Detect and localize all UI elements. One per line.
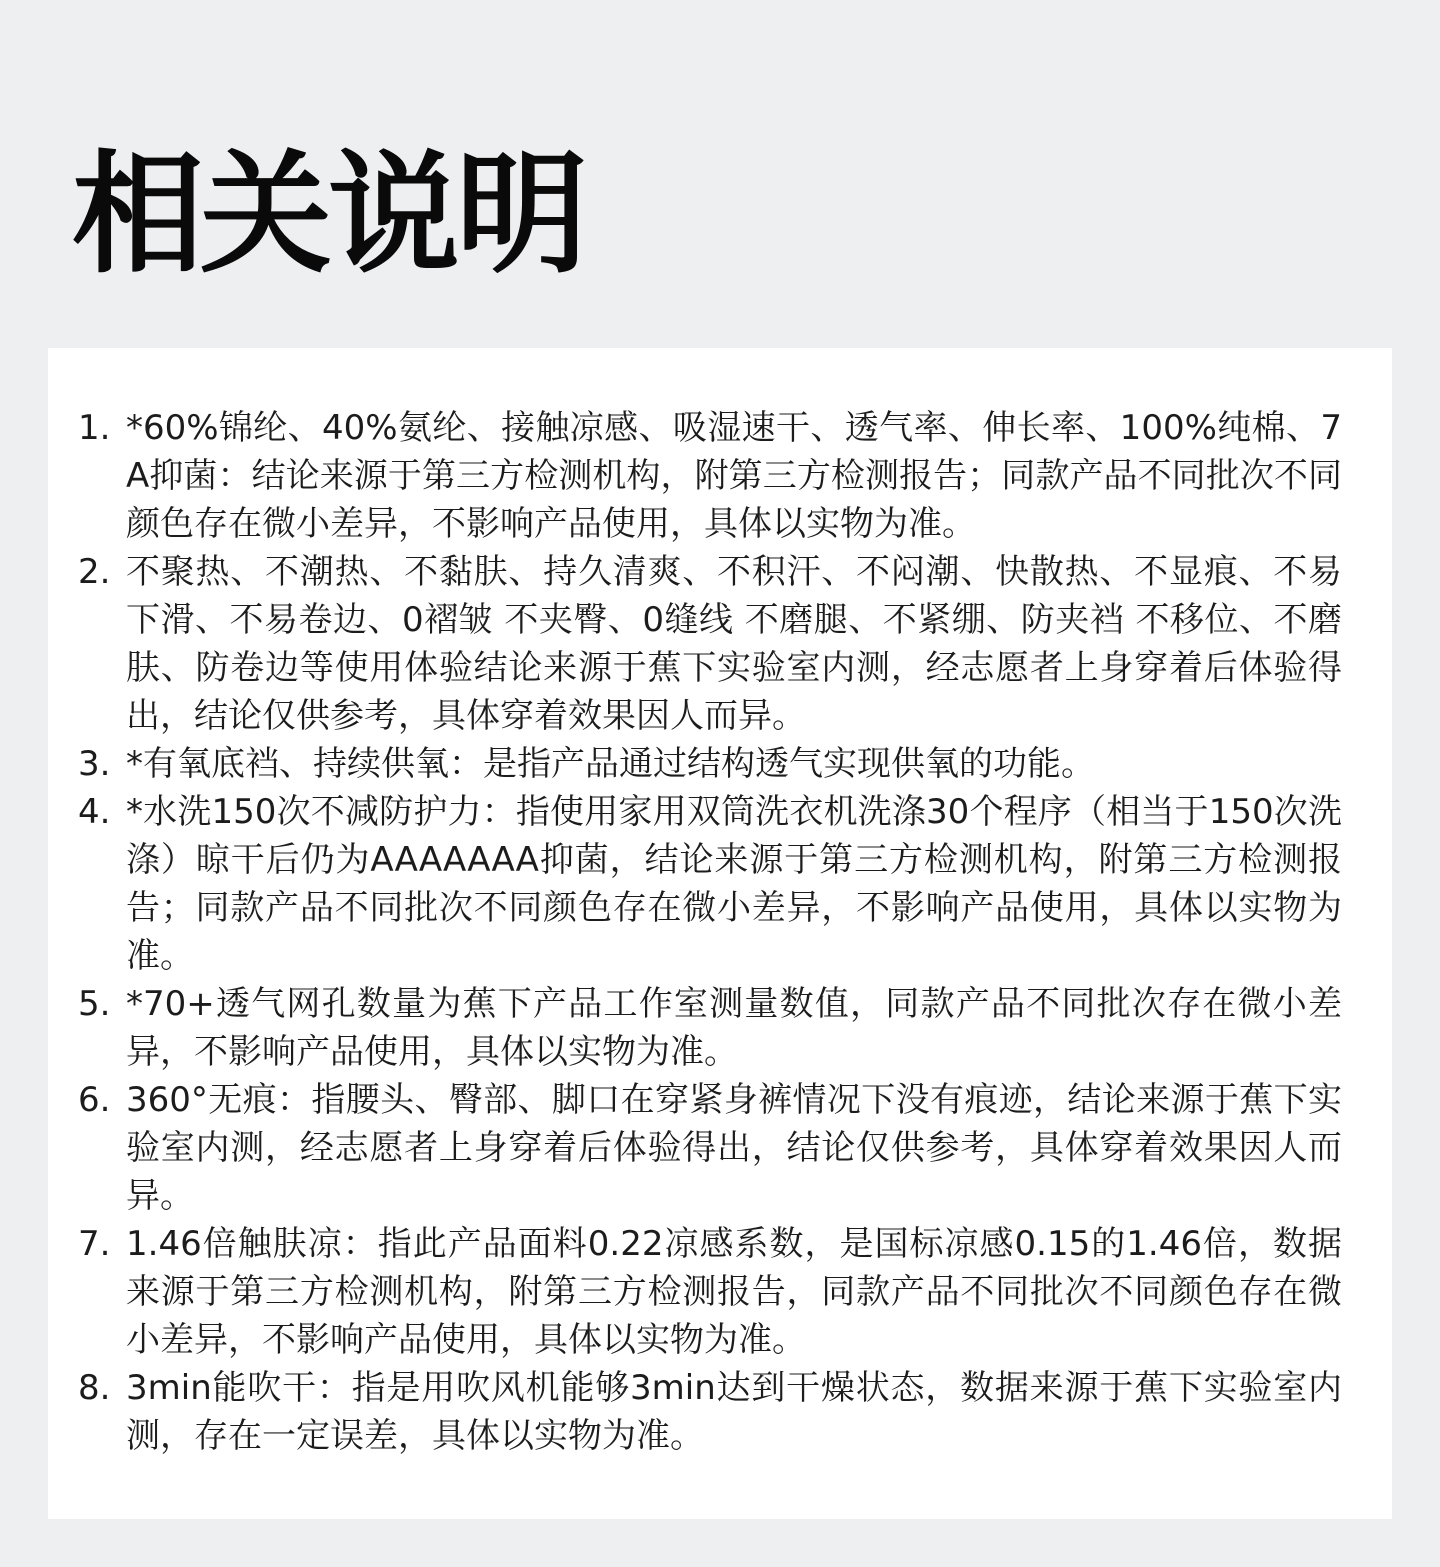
note-number: 4. [78, 792, 111, 832]
note-item [78, 1220, 1342, 1364]
notes-list [78, 404, 1342, 1460]
page-title: 相关说明 [72, 138, 584, 292]
note-number: 1. [78, 408, 111, 448]
note-item [78, 404, 1342, 548]
note-text: *70+透气网孔数量为蕉下产品工作室测量数值，同款产品不同批次存在微小差异，不影响产品使用，具体以实物为准。 [126, 984, 1342, 1072]
note-item [78, 788, 1342, 980]
note-item [78, 740, 1342, 788]
note-text: *60%锦纶、40%氨纶、接触凉感、吸湿速干、透气率、伸长率、100%纯棉、7A抑菌：结论来源于第三方检测机构，附第三方检测报告；同款产品不同批次不同颜色存在微小差异，不影响产品使用，具体以实物为准。 [126, 408, 1342, 544]
note-number: 3. [78, 744, 111, 784]
notes-card [48, 348, 1392, 1519]
note-number: 2. [78, 552, 111, 592]
note-text: 3min能吹干：指是用吹风机能够3min达到干燥状态，数据来源于蕉下实验室内测，存在一定误差，具体以实物为准。 [126, 1368, 1342, 1456]
note-item [78, 548, 1342, 740]
note-number: 6. [78, 1080, 111, 1120]
note-item [78, 1076, 1342, 1220]
note-number: 8. [78, 1368, 111, 1408]
note-text: *有氧底裆、持续供氧：是指产品通过结构透气实现供氧的功能。 [126, 744, 1095, 784]
note-text: 不聚热、不潮热、不黏肤、持久清爽、不积汗、不闷潮、快散热、不显痕、不易下滑、不易卷边、0褶皱 不夹臀、0缝线 不磨腿、不紧绷、防夹裆 不移位、不磨肤、防卷边等使用体验结论来源于蕉下实验室内测，经志愿者上身穿着后体验得出，结论仅供参考，具体穿着效果因人而异。 [126, 552, 1342, 736]
note-item [78, 1364, 1342, 1460]
note-text: 360°无痕：指腰头、臀部、脚口在穿紧身裤情况下没有痕迹，结论来源于蕉下实验室内测，经志愿者上身穿着后体验得出，结论仅供参考，具体穿着效果因人而异。 [126, 1080, 1342, 1216]
note-item [78, 980, 1342, 1076]
note-number: 7. [78, 1224, 111, 1264]
note-text: 1.46倍触肤凉：指此产品面料0.22凉感系数，是国标凉感0.15的1.46倍，数据来源于第三方检测机构，附第三方检测报告，同款产品不同批次不同颜色存在微小差异，不影响产品使用，具体以实物为准。 [126, 1224, 1342, 1360]
note-text: *水洗150次不减防护力：指使用家用双筒洗衣机洗涤30个程序（相当于150次洗涤）晾干后仍为AAAAAAA抑菌，结论来源于第三方检测机构，附第三方检测报告；同款产品不同批次不同颜色存在微小差异，不影响产品使用，具体以实物为准。 [126, 792, 1342, 976]
note-number: 5. [78, 984, 111, 1024]
